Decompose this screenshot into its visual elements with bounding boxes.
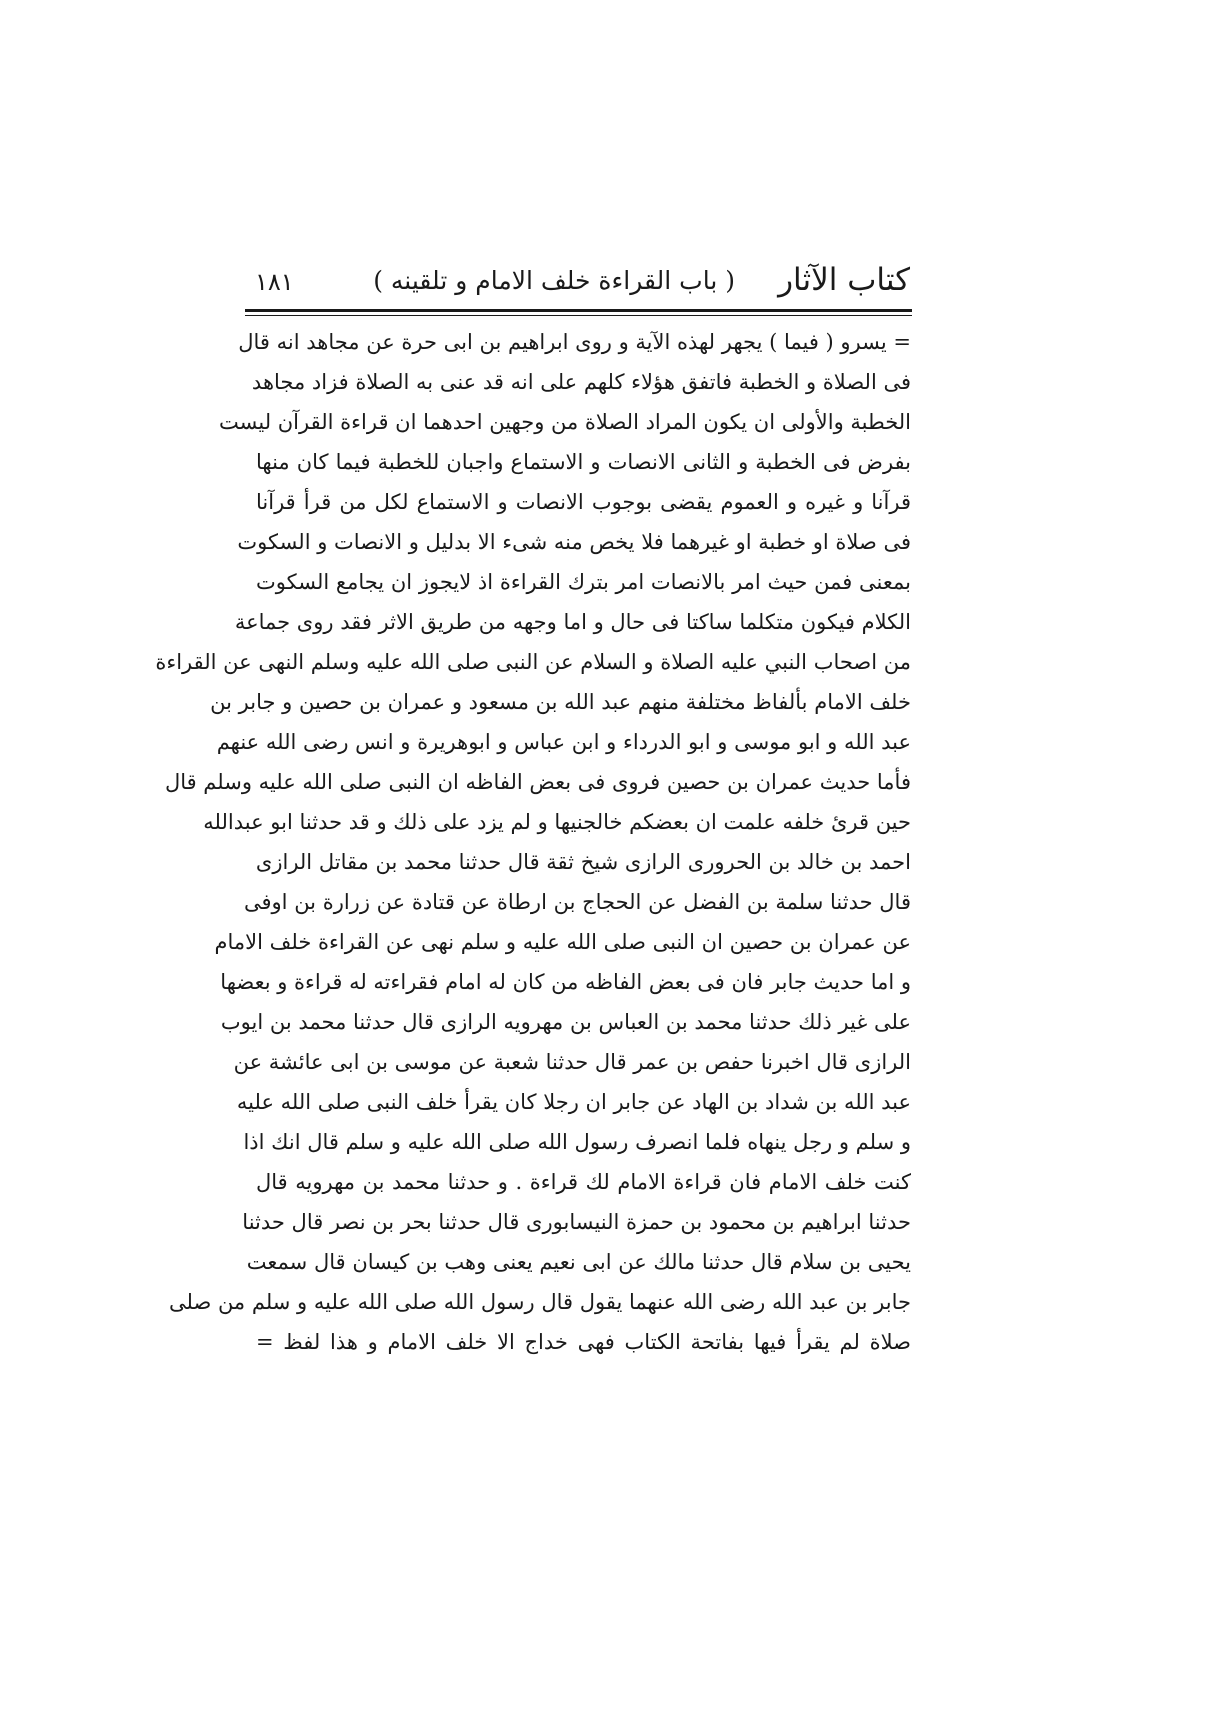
text-line: حين قرئ خلفه علمت ان بعضكم خالجنيها و لم يزد على ذلك و قد حدثنا ابو عبدالله: [203, 810, 911, 834]
page-header: [255, 260, 910, 308]
text-line: فأما حديث عمران بن حصين فروى فى بعض الفاظه ان النبى صلى الله عليه وسلم قال: [164, 770, 911, 794]
text-line: عن عمران بن حصين ان النبى صلى الله عليه و سلم نهى عن القراءة خلف الامام: [214, 930, 911, 954]
text-line: يحيى بن سلام قال حدثنا مالك عن ابى نعيم يعنى وهب بن كيسان قال سمعت: [246, 1250, 911, 1274]
text-line: على غير ذلك حدثنا محمد بن العباس بن مهرويه الرازى قال حدثنا محمد بن ايوب: [220, 1010, 911, 1034]
text-line: الرازى قال اخبرنا حفص بن عمر قال حدثنا شعبة عن موسى بن ابى عائشة عن: [233, 1050, 911, 1074]
book-title: كتاب الآثار: [778, 262, 910, 298]
text-line: صلاة لم يقرأ فيها بفاتحة الكتاب فهى خداج الا خلف الامام و هذا لفظ =: [256, 1330, 911, 1354]
text-line: بمعنى فمن حيث امر بالانصات امر بترك القراءة اذ لايجوز ان يجامع السكوت: [256, 570, 911, 594]
text-line: قال حدثنا سلمة بن الفضل عن الحجاج بن ارطاة عن قتادة عن زرارة بن اوفى: [244, 890, 911, 914]
text-line: عبد الله و ابو موسى و ابو الدرداء و ابن عباس و ابوهريرة و انس رضى الله عنهم: [216, 730, 911, 754]
text-line: كنت خلف الامام فان قراءة الامام لك قراءة . و حدثنا محمد بن مهرويه قال: [256, 1170, 911, 1194]
text-line: جابر بن عبد الله رضى الله عنهما يقول قال رسول الله صلى الله عليه و سلم من صلى: [168, 1290, 911, 1314]
text-line: قرآنا و غيره و العموم يقضى بوجوب الانصات و الاستماع لكل من قرأ قرآنا: [256, 490, 911, 514]
page-number: ۱۸۱: [255, 268, 294, 296]
header-rule-thin: [245, 315, 912, 316]
text-line: فى صلاة او خطبة او غيرهما فلا يخص منه شىء الا بدليل و الانصات و السكوت: [237, 530, 911, 554]
text-line: خلف الامام بألفاظ مختلفة منهم عبد الله بن مسعود و عمران بن حصين و جابر بن: [210, 690, 911, 714]
header-rule-thick: [245, 309, 912, 312]
text-line: من اصحاب النبي عليه الصلاة و السلام عن النبى صلى الله عليه وسلم النهى عن القراءة: [155, 650, 911, 674]
text-line: فى الصلاة و الخطبة فاتفق هؤلاء كلهم على انه قد عنى به الصلاة فزاد مجاهد: [251, 370, 911, 394]
text-line: بفرض فى الخطبة و الثانى الانصات و الاستماع واجبان للخطبة فيما كان منها: [256, 450, 911, 474]
text-line: احمد بن خالد بن الحرورى الرازى شيخ ثقة قال حدثنا محمد بن مقاتل الرازى: [255, 850, 911, 874]
text-line: = يسرو ( فيما ) يجهر لهذه الآية و روى ابراهيم بن ابى حرة عن مجاهد انه قال: [238, 330, 911, 354]
text-line: حدثنا ابراهيم بن محمود بن حمزة النيسابورى قال حدثنا بحر بن نصر قال حدثنا: [242, 1210, 911, 1234]
text-line: و سلم و رجل ينهاه فلما انصرف رسول الله صلى الله عليه و سلم قال انك اذا: [243, 1130, 911, 1154]
text-line: و اما حديث جابر فان فى بعض الفاظه من كان له امام فقراءته له قراءة و بعضها: [220, 970, 911, 994]
text-line: عبد الله بن شداد بن الهاد عن جابر ان رجلا كان يقرأ خلف النبى صلى الله عليه: [236, 1090, 911, 1114]
chapter-title: ( باب القراءة خلف الامام و تلقينه ): [373, 266, 735, 295]
text-line: الخطبة والأولى ان يكون المراد الصلاة من وجهين احدهما ان قراءة القرآن ليست: [219, 410, 911, 434]
text-line: الكلام فيكون متكلما ساكتا فى حال و اما وجهه من طريق الاثر فقد روى جماعة: [234, 610, 911, 634]
body-text: [155, 322, 911, 1362]
